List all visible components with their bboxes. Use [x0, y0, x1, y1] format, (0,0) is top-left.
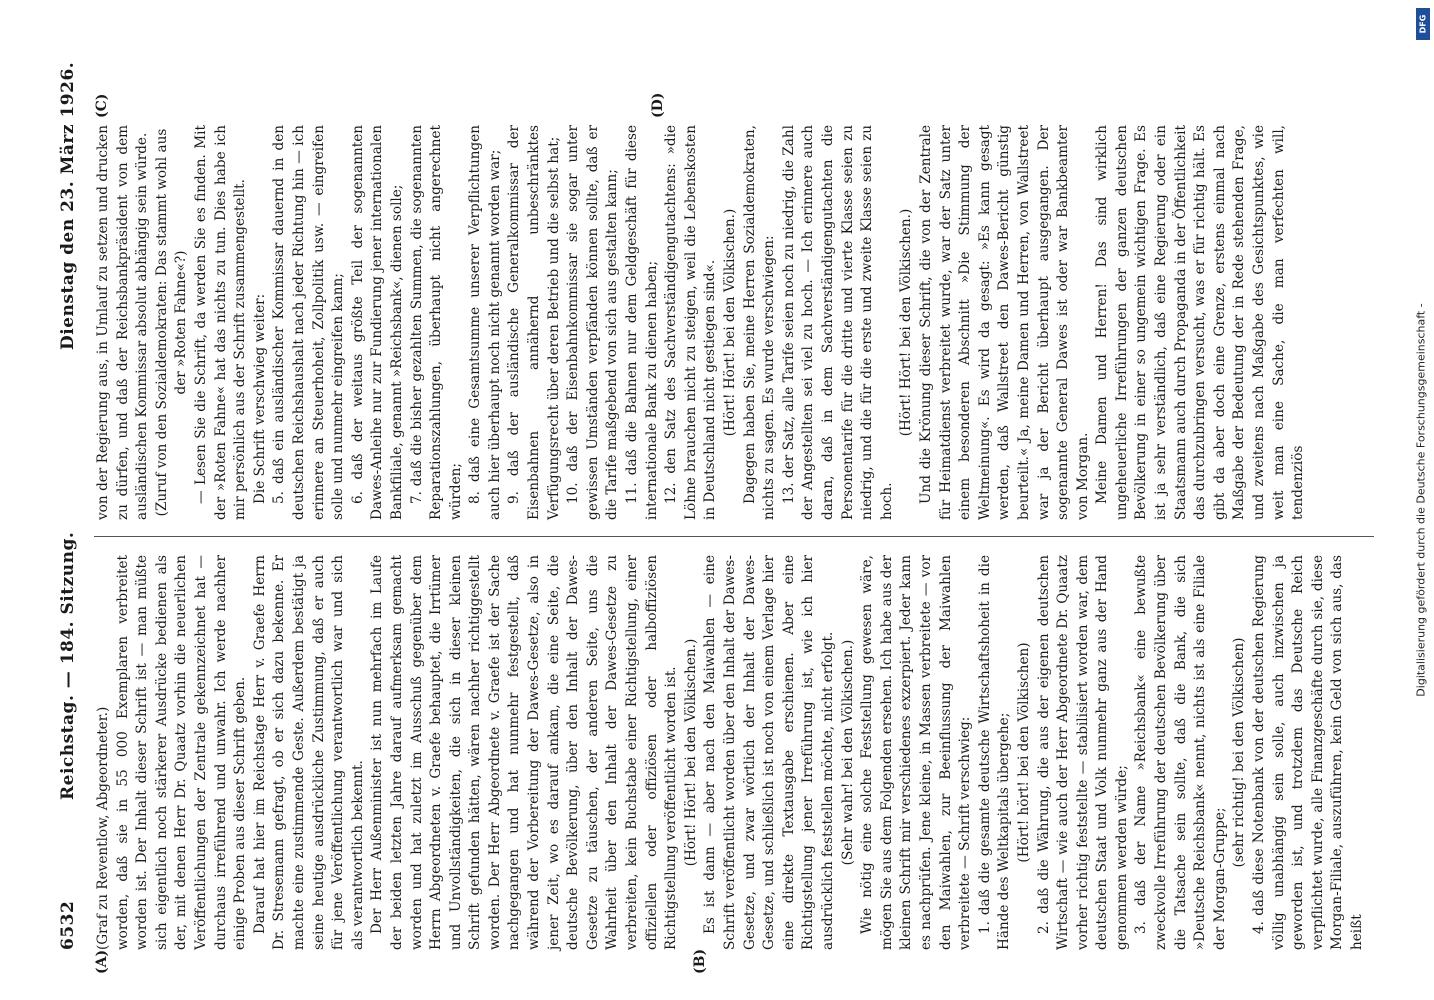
paragraph: (Graf zu Reventlow, Abgeordneter.): [95, 706, 111, 950]
paragraph: Dagegen haben Sie, meine Herren Sozialdemokraten, nichts zu sagen. Es wurde verschwiegen:: [741, 125, 778, 520]
rotated-page-content: [52, 50, 1382, 974]
list-item: 2. daß die Währung, die aus der eigenen deutschen Wirtschaft — wie auch der Herr Abgeordnete Dr. Quaatz vorher richtig feststellte — stabilisiert worden war, dem deutschen Staat und Volk nunmehr ganz aus der Hand genommen werden würde;: [1035, 555, 1130, 950]
margin-mark-b: (B): [692, 948, 708, 974]
list-item: 3. daß der Name »Reichsbank« eine bewußte zweckvolle Irreführung der deutschen Bevölkerung über die Tatsache sein sollte, daß die Bank, die sich »Deutsche Reichsbank« nennt, nichts ist als eine Filiale der Morgan-Gruppe;: [1133, 555, 1228, 950]
list-item: 4. daß diese Notenbank von der deutschen Regierung völlig unabhängig sein solle, auch inzwischen ja geworden ist, und trotzdem das Deutsche Reich verpflichtet wurde, alle Finanzgeschäfte durch sie, diese Morgan-Filiale, auszuführen, kein Geld von sich aus, das heißt: [1251, 555, 1365, 950]
funding-sidebar: [1410, 10, 1432, 990]
list-item: 12. den Satz des Sachverständigengutachtens: »die Löhne brauchen nicht zu steigen, weil die Lebenskosten in Deutschland nicht gestiegen sind«.: [663, 125, 719, 520]
list-item: 7. daß die bisher gezahlten Summen, die sogenannten Reparationszahlungen, überhaupt nicht angerechnet würden;: [408, 125, 464, 520]
paragraph: Wie nötig eine solche Feststellung gewesen wäre, mögen Sie aus dem Folgenden ersehen. Ich habe aus der kleinen Schrift mir verschiedenes exzerpiert. Jeder kann es nachprüfen. Jene kleine, in Massen verbreitete — vor den Maiwahlen, zur Beeinflussung der Maiwahlen verbreitete — Schrift verschwieg:: [859, 555, 974, 950]
page-number: 6532: [58, 900, 78, 950]
list-item: 10. daß der Eisenbahnkommissar sie sogar unter gewissen Umständen verpfänden können sollte, daß er die Tarife maßgebend von sich aus gestalten kann;: [565, 125, 621, 520]
header-right-title: Dienstag den 23. März 1926.: [58, 61, 78, 350]
header-left-title: Reichstag. — 184. Sitzung.: [58, 531, 78, 800]
list-item: 13. der Satz, alle Tarife seien noch zu niedrig, die Zahl der Angestellten sei viel zu hoch. — Ich erinnere auch daran, daß in dem Sachverständigengutachten die Personentarife für die dritte und vierte Klasse seien zu niedrig, und die für die erste und zweite Klasse seien zu hoch.: [780, 125, 895, 520]
margin-mark-a: (A): [94, 949, 110, 974]
interjection: (Hört! hört! bei den Völkischen): [1015, 642, 1032, 863]
margin-mark-d: (D): [650, 92, 666, 118]
paragraph: Der Herr Außenminister ist nun mehrfach im Laufe der beiden letzten Jahre darauf aufmerksam gemacht worden und hat zuletzt im Ausschuß gegenüber dem Herrn Abgeordneten v. Graefe behauptet, die Irrtümer und Unvollständigkeiten, die sich in dieser kleinen Schrift gefunden hätten, wären nachher richtiggestellt worden. Der Herr Abgeordnete v. Graefe ist der Sache nachgegangen und hat nunmehr festgestellt, daß während der Vorbereitung der Dawes-Gesetze, also in jener Zeit, wo es darauf ankam, die eine Seite, die deutsche Bevölkerung, über den Inhalt der Dawes-Gesetze zu täuschen, der anderen Seite, uns die Wahrheit über den Inhalt der Dawes-Gesetze zu verbreiten, kein Buchstabe einer Richtigstellung, einer offiziellen oder offiziösen oder halboffiziösen Richtigstellung veröffentlicht worden ist.: [369, 555, 680, 950]
interjection: (Zuruf von den Sozialdemokraten: Das stammt wohl aus der »Roten Fahne«?): [153, 128, 190, 517]
paragraph: worden, daß sie in 55 000 Exemplaren verbreitet worden ist. Der Inhalt dieser Schrift ist — man müßte sich eigentlich noch stärkerer Ausdrücke bedienen als der, mit denen Herr Dr. Quaatz vorhin die neuerlichen Veröffentlichungen der Zentrale gekennzeichnet hat — durchaus irreführend und unwahr. Ich werde nachher einige Proben aus dieser Schrift geben.: [114, 555, 249, 950]
left-column: [94, 555, 1368, 950]
paragraph: Die Schrift verschwieg weiter:: [251, 293, 268, 504]
page-header: [58, 50, 92, 950]
interjection: (Sehr wahr! bei den Völkischen.): [839, 639, 856, 866]
list-item: 8. daß eine Gesamtsumme unserer Verpflichtungen auch hier überhaupt noch nicht genannt worden war;: [467, 125, 503, 520]
list-item: 5. daß ein ausländischer Kommissar dauernd in den deutschen Reichshaushalt nach jeder Richtung hin — ich erinnere an Steuerhoheit, Zollpolitik usw. — eingreifen solle und nunmehr eingreifen kann;: [271, 125, 347, 520]
paragraph: Meine Damen und Herren! Das sind wirklich ungeheuerliche Irreführungen der ganzen deutschen Bevölkerung in einer so ungemein wichtigen Frage. Es ist ja sehr verständlich, daß eine Regierung oder ein Staatsmann auch durch Propaganda in der Öffentlichkeit das durchzubringen versucht, was er für richtig hält. Es gibt da aber doch eine Grenze, erstens einmal nach Maßgabe der Bedeutung der in Rede stehenden Frage, und zweitens nach Maßgabe des Gesichtspunktes, wie weit man eine Sache, die man verfechten will, tendenziös: [1094, 125, 1307, 520]
list-item: 9. daß der ausländische Generalkommissar der Eisenbahnen annähernd unbeschränktes Verfügungsrecht über deren Betrieb und die selbst hat;: [506, 125, 562, 520]
interjection: (Hört! Hört! bei den Völkischen.): [722, 208, 738, 437]
list-item: 6. daß der weitaus größte Teil der sogenannten Dawes-Anleihe nur zur Fundierung jener internationalen Bankfiliale, genannt »Reichsbank«, dienen solle;: [349, 125, 405, 520]
paragraph: — Lesen Sie die Schrift, da werden Sie es finden. Mit der »Roten Fahne« hat das nichts zu tun. Dies habe ich mir persönlich aus der Schrift zusammengestellt.: [192, 125, 249, 520]
interjection: (Hört! Hört! bei den Völkischen.): [682, 638, 699, 867]
paragraph: Darauf hat hier im Reichstage Herr v. Graefe Herrn Dr. Stresemann gefragt, ob er sich dazu bekenne. Er machte eine zustimmende Geste. Außerdem bestätigt ja seine heutige ausdrückliche Zustimmung, daß er auch für jene Veröffentlichung verantwortlich war und sich als verantwortlich bekennt.: [251, 555, 366, 950]
list-item: 1. daß die gesamte deutsche Wirtschaftshoheit in die Hände des Weltkapitals übergehe;: [976, 555, 1013, 950]
margin-mark-c: (C): [94, 93, 110, 118]
column-divider: [94, 536, 1374, 537]
paragraph: von der Regierung aus, in Umlauf zu setzen und drucken zu dürfen, und daß der Reichsbankpräsident von dem ausländischen Kommissar absolut abhängig sein würde.: [95, 125, 151, 520]
list-item: 11. daß die Bahnen nur dem Geldgeschäft für diese internationale Bank zu dienen haben;: [624, 125, 660, 520]
paragraph: Und die Krönung dieser Schrift, die von der Zentrale für Heimatdienst verbreitet wurde, war der Satz unter einem besonderen Abschnitt »Die Stimmung der Weltmeinung«. Es wird da gesagt: »Es kann gesagt werden, daß Wallstreet den Dawes-Bericht günstig beurteilt.« Ja, meine Damen und Herren, von Wallstreet war ja der Bericht überhaupt ausgegangen. Der sogenannte General Dawes ist oder war Bankbeamter von Morgan.: [917, 125, 1091, 520]
right-column: [94, 125, 1309, 520]
funding-note: Digitalisierung gefördert durch die Deutsche Forschungsgemeinschaft -: [1414, 303, 1428, 697]
interjection: (sehr richtig! bei den Völkischen): [1231, 637, 1248, 868]
dfg-logo-text: DFG: [1418, 14, 1428, 34]
paragraph: Es ist dann — aber nach den Maiwahlen — eine Schrift veröffentlicht worden über den Inhalt der Dawes-Gesetze, und zwar wörtlich der Inhalt der Dawes-Gesetze, und schließlich ist noch von einem Verlage hier eine direkte Textausgabe erschienen. Aber eine Richtigstellung jener Irreführung ist, wie ich hier ausdrücklich feststellen möchte, nicht erfolgt.: [702, 555, 836, 950]
interjection: (Hört! Hört! bei den Völkischen.): [898, 208, 915, 437]
